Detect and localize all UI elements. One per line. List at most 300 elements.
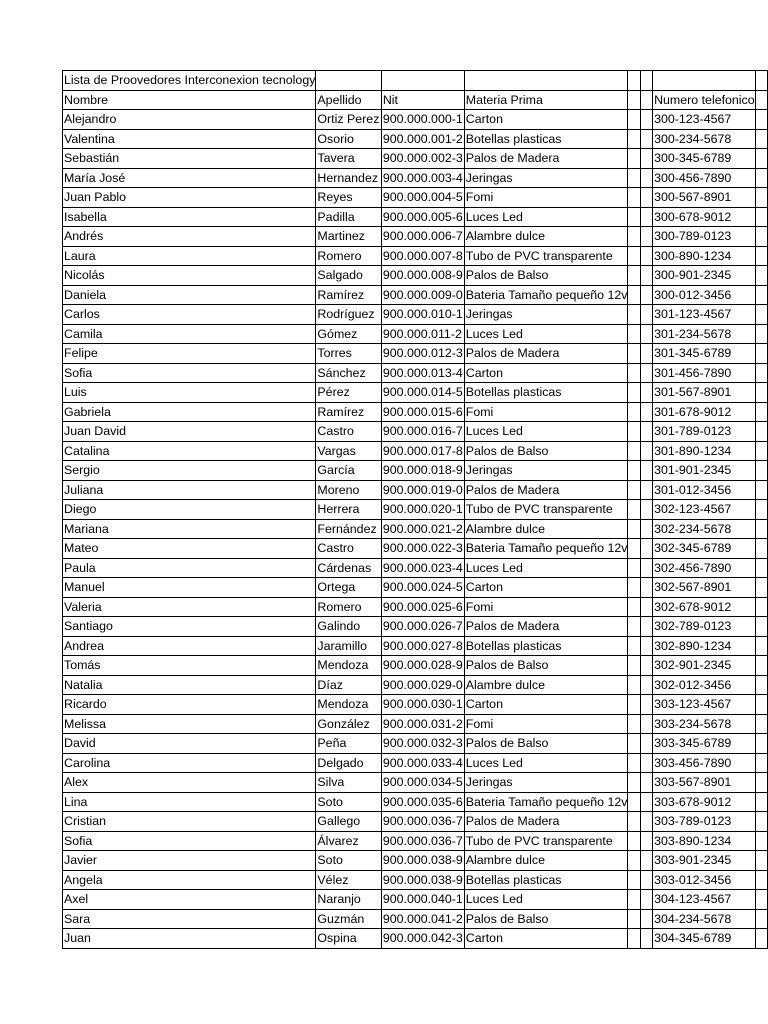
empty-cell xyxy=(755,188,767,208)
cell-nombre: Valeria xyxy=(63,597,316,617)
cell-numero-telefonico: 303-890-1234 xyxy=(653,831,756,851)
empty-cell xyxy=(640,734,652,754)
cell-nit: 900.000.035-6 xyxy=(381,792,464,812)
cell-nombre: Axel xyxy=(63,890,316,910)
empty-cell xyxy=(755,734,767,754)
empty-cell xyxy=(628,227,640,247)
empty-cell xyxy=(628,266,640,286)
cell-numero-telefonico: 302-123-4567 xyxy=(653,500,756,520)
empty-cell xyxy=(628,831,640,851)
cell-materia-prima: Fomi xyxy=(464,714,628,734)
cell-numero-telefonico: 301-234-5678 xyxy=(653,324,756,344)
table-row xyxy=(63,558,768,578)
table-row xyxy=(63,188,768,208)
cell-materia-prima: Palos de Madera xyxy=(464,812,628,832)
cell-apellido: Soto xyxy=(316,792,381,812)
empty-cell xyxy=(640,266,652,286)
table-row xyxy=(63,636,768,656)
table-row xyxy=(63,246,768,266)
cell-nit: 900.000.022-3 xyxy=(381,539,464,559)
empty-cell xyxy=(640,71,652,91)
table-row xyxy=(63,909,768,929)
empty-cell xyxy=(628,929,640,949)
cell-numero-telefonico: 300-567-8901 xyxy=(653,188,756,208)
table-row xyxy=(63,870,768,890)
empty-cell xyxy=(628,695,640,715)
empty-cell xyxy=(640,461,652,481)
cell-materia-prima: Jeringas xyxy=(464,305,628,325)
empty-cell xyxy=(755,90,767,110)
empty-cell xyxy=(628,441,640,461)
cell-materia-prima: Jeringas xyxy=(464,773,628,793)
table-row xyxy=(63,324,768,344)
cell-materia-prima: Palos de Madera xyxy=(464,344,628,364)
cell-nit: 900.000.015-6 xyxy=(381,402,464,422)
cell-numero-telefonico: 304-123-4567 xyxy=(653,890,756,910)
cell-apellido: Castro xyxy=(316,422,381,442)
cell-materia-prima: Fomi xyxy=(464,188,628,208)
empty-cell xyxy=(755,71,767,91)
cell-numero-telefonico: 301-789-0123 xyxy=(653,422,756,442)
cell-nombre: Javier xyxy=(63,851,316,871)
table-row xyxy=(63,929,768,949)
cell-materia-prima: Palos de Balso xyxy=(464,734,628,754)
empty-cell xyxy=(628,539,640,559)
empty-cell xyxy=(755,870,767,890)
empty-cell xyxy=(628,714,640,734)
cell-materia-prima: Fomi xyxy=(464,402,628,422)
empty-cell xyxy=(755,792,767,812)
cell-nombre: Sofia xyxy=(63,831,316,851)
empty-cell xyxy=(628,422,640,442)
cell-materia-prima: Tubo de PVC transparente xyxy=(464,500,628,520)
empty-cell xyxy=(640,344,652,364)
empty-cell xyxy=(755,305,767,325)
cell-nit: 900.000.018-9 xyxy=(381,461,464,481)
cell-apellido: García xyxy=(316,461,381,481)
empty-cell xyxy=(640,402,652,422)
suppliers-table xyxy=(62,70,768,949)
cell-numero-telefonico: 300-456-7890 xyxy=(653,168,756,188)
cell-materia-prima: Palos de Madera xyxy=(464,617,628,637)
cell-numero-telefonico: 303-123-4567 xyxy=(653,695,756,715)
cell-nit: 900.000.021-2 xyxy=(381,519,464,539)
cell-materia-prima: Luces Led xyxy=(464,890,628,910)
empty-cell xyxy=(755,831,767,851)
empty-cell xyxy=(628,753,640,773)
cell-nit: 900.000.001-2 xyxy=(381,129,464,149)
cell-apellido: Guzmán xyxy=(316,909,381,929)
cell-nombre: Juliana xyxy=(63,480,316,500)
cell-apellido: Díaz xyxy=(316,675,381,695)
table-row xyxy=(63,422,768,442)
cell-nombre: Daniela xyxy=(63,285,316,305)
cell-nit: 900.000.004-5 xyxy=(381,188,464,208)
cell-numero-telefonico: 300-345-6789 xyxy=(653,149,756,169)
empty-cell xyxy=(628,578,640,598)
cell-nit: 900.000.030-1 xyxy=(381,695,464,715)
empty-cell xyxy=(640,909,652,929)
table-row xyxy=(63,734,768,754)
cell-nombre: Sergio xyxy=(63,461,316,481)
empty-cell xyxy=(755,110,767,130)
cell-materia-prima: Fomi xyxy=(464,597,628,617)
cell-nit: 900.000.040-1 xyxy=(381,890,464,910)
empty-cell xyxy=(628,383,640,403)
empty-cell xyxy=(628,207,640,227)
cell-nit: 900.000.000-1 xyxy=(381,110,464,130)
cell-apellido: Pérez xyxy=(316,383,381,403)
table-row xyxy=(63,285,768,305)
cell-numero-telefonico: 303-678-9012 xyxy=(653,792,756,812)
empty-cell xyxy=(755,909,767,929)
cell-numero-telefonico: 301-678-9012 xyxy=(653,402,756,422)
cell-numero-telefonico: 300-012-3456 xyxy=(653,285,756,305)
cell-nombre: Angela xyxy=(63,870,316,890)
cell-nit: 900.000.042-3 xyxy=(381,929,464,949)
cell-numero-telefonico: 303-567-8901 xyxy=(653,773,756,793)
cell-materia-prima: Alambre dulce xyxy=(464,227,628,247)
empty-cell xyxy=(628,149,640,169)
empty-cell xyxy=(640,246,652,266)
cell-nit: 900.000.026-7 xyxy=(381,617,464,637)
empty-cell xyxy=(628,129,640,149)
table-title: Lista de Proovedores Interconexion tecnology xyxy=(63,71,316,91)
cell-nit: 900.000.034-5 xyxy=(381,773,464,793)
cell-numero-telefonico: 303-901-2345 xyxy=(653,851,756,871)
cell-materia-prima: Botellas plasticas xyxy=(464,636,628,656)
cell-materia-prima: Tubo de PVC transparente xyxy=(464,831,628,851)
cell-nit: 900.000.010-1 xyxy=(381,305,464,325)
table-row xyxy=(63,656,768,676)
empty-cell xyxy=(640,870,652,890)
header-row xyxy=(63,90,768,110)
table-row xyxy=(63,441,768,461)
cell-apellido: Herrera xyxy=(316,500,381,520)
table-row xyxy=(63,168,768,188)
empty-cell xyxy=(628,90,640,110)
empty-cell xyxy=(640,129,652,149)
cell-nombre: Santiago xyxy=(63,617,316,637)
empty-cell xyxy=(640,207,652,227)
cell-apellido: Vélez xyxy=(316,870,381,890)
cell-nombre: Cristian xyxy=(63,812,316,832)
cell-numero-telefonico: 303-789-0123 xyxy=(653,812,756,832)
cell-nit: 900.000.011-2 xyxy=(381,324,464,344)
cell-nit: 900.000.041-2 xyxy=(381,909,464,929)
cell-nombre: Sebastián xyxy=(63,149,316,169)
empty-cell xyxy=(640,597,652,617)
cell-numero-telefonico: 302-234-5678 xyxy=(653,519,756,539)
header-nit: Nit xyxy=(381,90,464,110)
cell-materia-prima: Alambre dulce xyxy=(464,851,628,871)
table-row xyxy=(63,714,768,734)
cell-nit: 900.000.019-0 xyxy=(381,480,464,500)
cell-apellido: Delgado xyxy=(316,753,381,773)
cell-nombre: Camila xyxy=(63,324,316,344)
empty-cell xyxy=(755,773,767,793)
table-row xyxy=(63,617,768,637)
empty-cell xyxy=(640,227,652,247)
cell-materia-prima: Bateria Tamaño pequeño 12v xyxy=(464,539,628,559)
cell-numero-telefonico: 302-567-8901 xyxy=(653,578,756,598)
empty-cell xyxy=(640,188,652,208)
cell-apellido: Silva xyxy=(316,773,381,793)
cell-materia-prima: Luces Led xyxy=(464,422,628,442)
empty-cell xyxy=(755,207,767,227)
cell-materia-prima: Bateria Tamaño pequeño 12v xyxy=(464,792,628,812)
empty-cell xyxy=(755,363,767,383)
cell-materia-prima: Botellas plasticas xyxy=(464,383,628,403)
empty-cell xyxy=(755,812,767,832)
cell-nombre: Alejandro xyxy=(63,110,316,130)
empty-cell xyxy=(640,812,652,832)
table-row xyxy=(63,597,768,617)
empty-cell xyxy=(640,656,652,676)
cell-nit: 900.000.025-6 xyxy=(381,597,464,617)
cell-nombre: Diego xyxy=(63,500,316,520)
empty-cell xyxy=(628,851,640,871)
cell-nombre: Laura xyxy=(63,246,316,266)
empty-cell xyxy=(628,792,640,812)
table-row xyxy=(63,402,768,422)
cell-nit: 900.000.006-7 xyxy=(381,227,464,247)
empty-cell xyxy=(628,597,640,617)
empty-cell xyxy=(640,441,652,461)
empty-cell xyxy=(640,831,652,851)
table-row xyxy=(63,851,768,871)
empty-cell xyxy=(628,480,640,500)
table-row xyxy=(63,500,768,520)
empty-cell xyxy=(640,851,652,871)
cell-apellido: Padilla xyxy=(316,207,381,227)
cell-nombre: Mateo xyxy=(63,539,316,559)
table-row xyxy=(63,305,768,325)
empty-cell xyxy=(755,656,767,676)
cell-apellido: Hernandez xyxy=(316,168,381,188)
header-nombre: Nombre xyxy=(63,90,316,110)
cell-numero-telefonico: 300-678-9012 xyxy=(653,207,756,227)
empty-cell xyxy=(628,305,640,325)
cell-nombre: Melissa xyxy=(63,714,316,734)
cell-numero-telefonico: 302-789-0123 xyxy=(653,617,756,637)
cell-nombre: Sofia xyxy=(63,363,316,383)
cell-apellido: Torres xyxy=(316,344,381,364)
cell-nombre: Andrea xyxy=(63,636,316,656)
empty-cell xyxy=(640,149,652,169)
empty-cell xyxy=(640,305,652,325)
cell-apellido: Moreno xyxy=(316,480,381,500)
cell-nombre: Carolina xyxy=(63,753,316,773)
cell-apellido: Romero xyxy=(316,597,381,617)
cell-nit: 900.000.029-0 xyxy=(381,675,464,695)
cell-apellido: Jaramillo xyxy=(316,636,381,656)
cell-nit: 900.000.007-8 xyxy=(381,246,464,266)
empty-cell xyxy=(755,422,767,442)
empty-cell xyxy=(316,71,381,91)
cell-apellido: Naranjo xyxy=(316,890,381,910)
cell-materia-prima: Bateria Tamaño pequeño 12v xyxy=(464,285,628,305)
cell-nombre: Juan David xyxy=(63,422,316,442)
cell-nit: 900.000.002-3 xyxy=(381,149,464,169)
table-row xyxy=(63,539,768,559)
cell-numero-telefonico: 301-567-8901 xyxy=(653,383,756,403)
cell-nombre: Andrés xyxy=(63,227,316,247)
empty-cell xyxy=(381,71,464,91)
cell-apellido: Vargas xyxy=(316,441,381,461)
empty-cell xyxy=(755,890,767,910)
table-row xyxy=(63,363,768,383)
cell-nombre: Juan Pablo xyxy=(63,188,316,208)
table-row xyxy=(63,675,768,695)
cell-nombre: Isabella xyxy=(63,207,316,227)
empty-cell xyxy=(628,734,640,754)
cell-materia-prima: Palos de Madera xyxy=(464,480,628,500)
cell-numero-telefonico: 302-890-1234 xyxy=(653,636,756,656)
cell-numero-telefonico: 303-012-3456 xyxy=(653,870,756,890)
suppliers-table-body xyxy=(63,71,768,949)
empty-cell xyxy=(628,71,640,91)
cell-nombre: Nicolás xyxy=(63,266,316,286)
cell-numero-telefonico: 302-901-2345 xyxy=(653,656,756,676)
table-row xyxy=(63,129,768,149)
empty-cell xyxy=(755,246,767,266)
empty-cell xyxy=(628,285,640,305)
empty-cell xyxy=(628,363,640,383)
cell-numero-telefonico: 302-456-7890 xyxy=(653,558,756,578)
cell-materia-prima: Botellas plasticas xyxy=(464,870,628,890)
empty-cell xyxy=(628,110,640,130)
empty-cell xyxy=(755,558,767,578)
empty-cell xyxy=(755,851,767,871)
table-row xyxy=(63,578,768,598)
empty-cell xyxy=(755,597,767,617)
cell-nombre: David xyxy=(63,734,316,754)
empty-cell xyxy=(755,519,767,539)
cell-nombre: Manuel xyxy=(63,578,316,598)
cell-apellido: Ramírez xyxy=(316,285,381,305)
empty-cell xyxy=(628,188,640,208)
table-row xyxy=(63,831,768,851)
cell-apellido: Tavera xyxy=(316,149,381,169)
empty-cell xyxy=(755,617,767,637)
empty-cell xyxy=(640,168,652,188)
cell-nit: 900.000.023-4 xyxy=(381,558,464,578)
empty-cell xyxy=(628,909,640,929)
table-row xyxy=(63,695,768,715)
cell-numero-telefonico: 302-012-3456 xyxy=(653,675,756,695)
cell-nit: 900.000.008-9 xyxy=(381,266,464,286)
cell-numero-telefonico: 304-234-5678 xyxy=(653,909,756,929)
cell-apellido: Soto xyxy=(316,851,381,871)
cell-numero-telefonico: 301-345-6789 xyxy=(653,344,756,364)
cell-apellido: Sánchez xyxy=(316,363,381,383)
cell-nombre: Catalina xyxy=(63,441,316,461)
table-row xyxy=(63,110,768,130)
empty-cell xyxy=(755,636,767,656)
table-row xyxy=(63,890,768,910)
empty-cell xyxy=(755,480,767,500)
cell-numero-telefonico: 300-789-0123 xyxy=(653,227,756,247)
cell-apellido: Peña xyxy=(316,734,381,754)
empty-cell xyxy=(628,402,640,422)
empty-cell xyxy=(640,324,652,344)
empty-cell xyxy=(755,149,767,169)
empty-cell xyxy=(755,539,767,559)
cell-nombre: Natalia xyxy=(63,675,316,695)
cell-materia-prima: Luces Led xyxy=(464,753,628,773)
cell-materia-prima: Palos de Balso xyxy=(464,656,628,676)
cell-apellido: Fernández xyxy=(316,519,381,539)
table-row xyxy=(63,227,768,247)
cell-nit: 900.000.028-9 xyxy=(381,656,464,676)
empty-cell xyxy=(755,500,767,520)
empty-cell xyxy=(628,656,640,676)
cell-apellido: Ramírez xyxy=(316,402,381,422)
cell-nombre: Luis xyxy=(63,383,316,403)
empty-cell xyxy=(755,675,767,695)
empty-cell xyxy=(628,558,640,578)
empty-cell xyxy=(628,636,640,656)
empty-cell xyxy=(755,695,767,715)
empty-cell xyxy=(653,71,756,91)
cell-nit: 900.000.031-2 xyxy=(381,714,464,734)
cell-nit: 900.000.014-5 xyxy=(381,383,464,403)
empty-cell xyxy=(755,285,767,305)
cell-nombre: Carlos xyxy=(63,305,316,325)
cell-numero-telefonico: 300-234-5678 xyxy=(653,129,756,149)
table-row xyxy=(63,773,768,793)
header-materia-prima: Materia Prima xyxy=(464,90,628,110)
table-row xyxy=(63,461,768,481)
empty-cell xyxy=(640,636,652,656)
cell-materia-prima: Alambre dulce xyxy=(464,675,628,695)
empty-cell xyxy=(628,617,640,637)
cell-apellido: Gómez xyxy=(316,324,381,344)
empty-cell xyxy=(640,285,652,305)
empty-cell xyxy=(640,773,652,793)
empty-cell xyxy=(640,695,652,715)
cell-nit: 900.000.009-0 xyxy=(381,285,464,305)
cell-nit: 900.000.036-7 xyxy=(381,831,464,851)
cell-materia-prima: Tubo de PVC transparente xyxy=(464,246,628,266)
cell-nombre: María José xyxy=(63,168,316,188)
cell-nit: 900.000.003-4 xyxy=(381,168,464,188)
cell-nombre: Gabriela xyxy=(63,402,316,422)
cell-apellido: Ospina xyxy=(316,929,381,949)
cell-nombre: Juan xyxy=(63,929,316,949)
empty-cell xyxy=(628,461,640,481)
cell-materia-prima: Carton xyxy=(464,578,628,598)
empty-cell xyxy=(755,344,767,364)
empty-cell xyxy=(628,812,640,832)
cell-nit: 900.000.024-5 xyxy=(381,578,464,598)
empty-cell xyxy=(628,890,640,910)
cell-materia-prima: Luces Led xyxy=(464,558,628,578)
cell-numero-telefonico: 300-901-2345 xyxy=(653,266,756,286)
cell-nombre: Mariana xyxy=(63,519,316,539)
cell-materia-prima: Carton xyxy=(464,929,628,949)
empty-cell xyxy=(640,792,652,812)
title-row xyxy=(63,71,768,91)
empty-cell xyxy=(640,714,652,734)
cell-apellido: Galindo xyxy=(316,617,381,637)
cell-materia-prima: Palos de Balso xyxy=(464,909,628,929)
empty-cell xyxy=(755,461,767,481)
empty-cell xyxy=(755,714,767,734)
empty-cell xyxy=(755,129,767,149)
table-row xyxy=(63,480,768,500)
